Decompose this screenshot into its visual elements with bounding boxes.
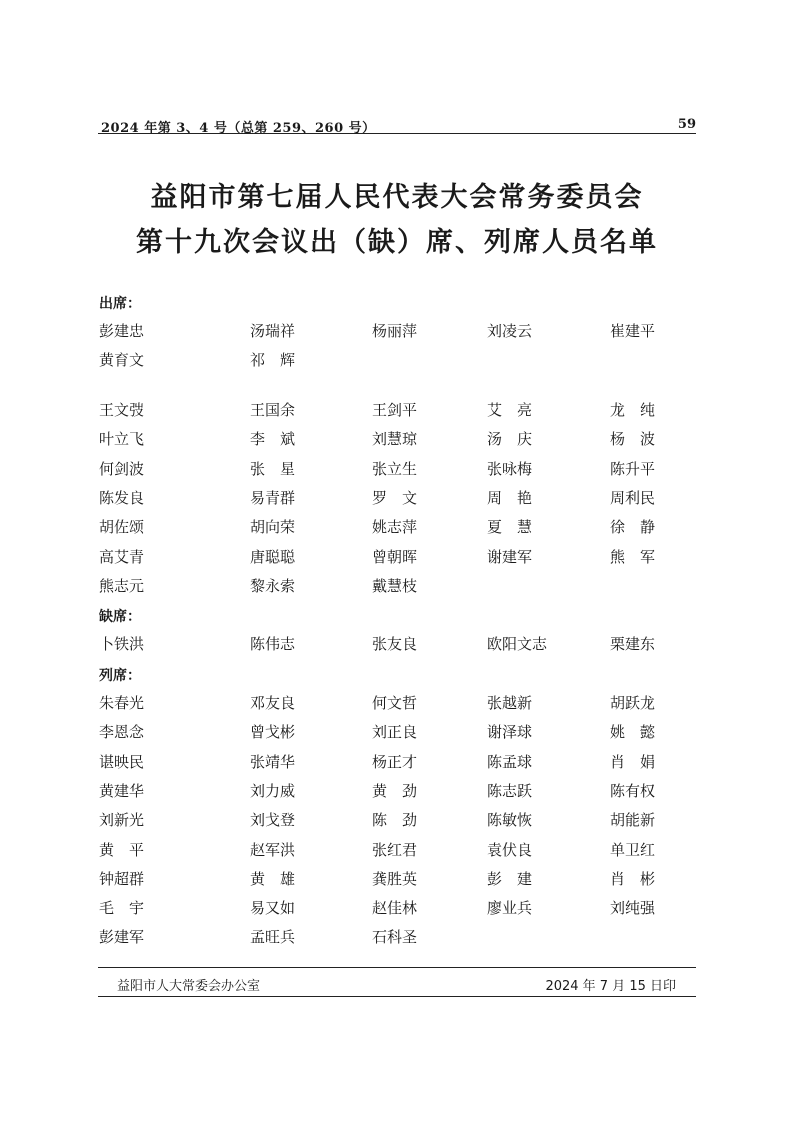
member-name: 陈伟志 bbox=[250, 635, 296, 653]
footer-date: 2024 年 7 月 15 日印 bbox=[545, 979, 676, 994]
member-name: 栗建东 bbox=[610, 635, 656, 653]
member-name: 李恩念 bbox=[99, 723, 145, 742]
member-name: 汤瑞祥 bbox=[250, 322, 296, 340]
member-name: 毛 宇 bbox=[99, 899, 145, 918]
roster-row bbox=[0, 751, 794, 773]
member-name: 刘新光 bbox=[99, 811, 145, 830]
footer-rule-bottom bbox=[98, 996, 696, 997]
absent-label: 缺席： bbox=[99, 609, 141, 625]
roster-row bbox=[0, 349, 794, 371]
roster-row bbox=[0, 633, 794, 655]
member-name: 刘正良 bbox=[372, 723, 418, 742]
observer-label: 列席： bbox=[99, 668, 141, 684]
document-title-line2: 第十九次会议出（缺）席、列席人员名单 bbox=[136, 227, 658, 258]
member-name: 袁伏良 bbox=[487, 840, 533, 859]
member-name: 陈志跃 bbox=[487, 781, 533, 800]
header-rule bbox=[98, 133, 696, 134]
member-name: 曾戈彬 bbox=[250, 723, 296, 742]
member-name: 张友良 bbox=[372, 635, 418, 653]
member-name: 钟超群 bbox=[99, 869, 145, 888]
member-name: 石科圣 bbox=[372, 928, 418, 947]
member-name: 龙 纯 bbox=[610, 401, 656, 419]
roster-row bbox=[0, 399, 794, 421]
member-name: 廖业兵 bbox=[487, 899, 533, 918]
member-name: 姚 懿 bbox=[610, 723, 656, 742]
member-name: 熊志元 bbox=[99, 576, 145, 595]
member-name: 赵军洪 bbox=[250, 840, 296, 859]
member-name: 何文哲 bbox=[372, 694, 418, 712]
member-name: 胡向荣 bbox=[250, 518, 296, 537]
roster-row bbox=[0, 721, 794, 743]
member-name: 孟旺兵 bbox=[250, 928, 296, 947]
member-name: 张 星 bbox=[250, 459, 296, 478]
roster-row bbox=[0, 809, 794, 831]
member-name: 戴慧枝 bbox=[372, 576, 418, 595]
member-name: 单卫红 bbox=[610, 840, 656, 859]
member-name: 罗 文 bbox=[372, 488, 418, 507]
member-name: 黄建华 bbox=[99, 781, 145, 800]
member-name: 刘纯强 bbox=[610, 899, 656, 918]
member-name: 艾 亮 bbox=[487, 401, 533, 419]
member-name: 龚胜英 bbox=[372, 869, 418, 888]
member-name: 谌映民 bbox=[99, 752, 145, 771]
member-name: 夏 慧 bbox=[487, 518, 533, 537]
member-name: 张立生 bbox=[372, 459, 418, 478]
member-name: 易又如 bbox=[250, 899, 296, 918]
member-name: 刘凌云 bbox=[487, 322, 533, 340]
member-name: 高艾青 bbox=[99, 547, 145, 566]
member-name: 彭建忠 bbox=[99, 322, 145, 340]
member-name: 陈孟球 bbox=[487, 752, 533, 771]
member-name: 彭 建 bbox=[487, 869, 533, 888]
member-name: 黄 雄 bbox=[250, 869, 296, 888]
footer-issuer: 益阳市人大常委会办公室 bbox=[117, 979, 261, 994]
member-name: 易青群 bbox=[250, 488, 296, 507]
member-name: 胡能新 bbox=[610, 811, 656, 830]
member-name: 胡跃龙 bbox=[610, 694, 656, 712]
member-name: 谢建军 bbox=[487, 547, 533, 566]
member-name: 肖 娟 bbox=[610, 752, 656, 771]
member-name: 叶立飞 bbox=[99, 430, 145, 449]
roster-row bbox=[0, 428, 794, 450]
member-name: 彭建军 bbox=[99, 928, 145, 947]
roster-row bbox=[0, 897, 794, 919]
member-name: 熊 军 bbox=[610, 547, 656, 566]
member-name: 张红君 bbox=[372, 840, 418, 859]
roster-row bbox=[0, 575, 794, 597]
member-name: 周 艳 bbox=[487, 488, 533, 507]
member-name: 唐聪聪 bbox=[250, 547, 296, 566]
member-name: 徐 静 bbox=[610, 518, 656, 537]
issue-label: 2024 年第 3、4 号（总第 259、260 号） bbox=[101, 121, 376, 136]
member-name: 张咏梅 bbox=[487, 459, 533, 478]
member-name: 刘慧琼 bbox=[372, 430, 418, 449]
roster-row bbox=[0, 320, 794, 342]
member-name: 黄 平 bbox=[99, 840, 145, 859]
member-name: 李 斌 bbox=[250, 430, 296, 449]
member-name: 邓友良 bbox=[250, 694, 296, 712]
roster-row bbox=[0, 868, 794, 890]
roster-row bbox=[0, 780, 794, 802]
member-name: 周利民 bbox=[610, 488, 656, 507]
member-name: 赵佳林 bbox=[372, 899, 418, 918]
member-name: 崔建平 bbox=[610, 322, 656, 340]
member-name: 刘戈登 bbox=[250, 811, 296, 830]
member-name: 祁 辉 bbox=[250, 351, 296, 370]
member-name: 谢泽球 bbox=[487, 723, 533, 742]
member-name: 杨 波 bbox=[610, 430, 656, 449]
member-name: 肖 彬 bbox=[610, 869, 656, 888]
member-name: 陈 劲 bbox=[372, 811, 418, 830]
roster-row bbox=[0, 692, 794, 714]
member-name: 汤 庆 bbox=[487, 430, 533, 449]
member-name: 曾朝晖 bbox=[372, 547, 418, 566]
roster-row bbox=[0, 487, 794, 509]
member-name: 陈有权 bbox=[610, 781, 656, 800]
roster-row bbox=[0, 458, 794, 480]
present-label: 出席： bbox=[99, 296, 141, 312]
roster-row bbox=[0, 839, 794, 861]
member-name: 张靖华 bbox=[250, 752, 296, 771]
member-name: 王剑平 bbox=[372, 401, 418, 419]
roster-row bbox=[0, 926, 794, 948]
member-name: 欧阳文志 bbox=[487, 635, 548, 653]
document-title-line1: 益阳市第七届人民代表大会常务委员会 bbox=[150, 182, 644, 213]
page-number: 59 bbox=[677, 117, 696, 132]
member-name: 陈升平 bbox=[610, 459, 656, 478]
member-name: 刘力威 bbox=[250, 781, 296, 800]
member-name: 卜铁洪 bbox=[99, 635, 145, 653]
member-name: 黄育文 bbox=[99, 351, 145, 370]
roster-row bbox=[0, 546, 794, 568]
member-name: 陈发良 bbox=[99, 488, 145, 507]
member-name: 胡佐颂 bbox=[99, 518, 145, 537]
member-name: 姚志萍 bbox=[372, 518, 418, 537]
member-name: 黄 劲 bbox=[372, 781, 418, 800]
member-name: 何剑波 bbox=[99, 459, 145, 478]
member-name: 杨丽萍 bbox=[372, 322, 418, 340]
member-name: 黎永索 bbox=[250, 576, 296, 595]
member-name: 陈敏恢 bbox=[487, 811, 533, 830]
member-name: 张越新 bbox=[487, 694, 533, 712]
member-name: 王国余 bbox=[250, 401, 296, 419]
member-name: 王文弢 bbox=[99, 401, 145, 419]
member-name: 朱春光 bbox=[99, 694, 145, 712]
footer-rule-top bbox=[98, 967, 696, 968]
roster-row bbox=[0, 516, 794, 538]
member-name: 杨正才 bbox=[372, 752, 418, 771]
